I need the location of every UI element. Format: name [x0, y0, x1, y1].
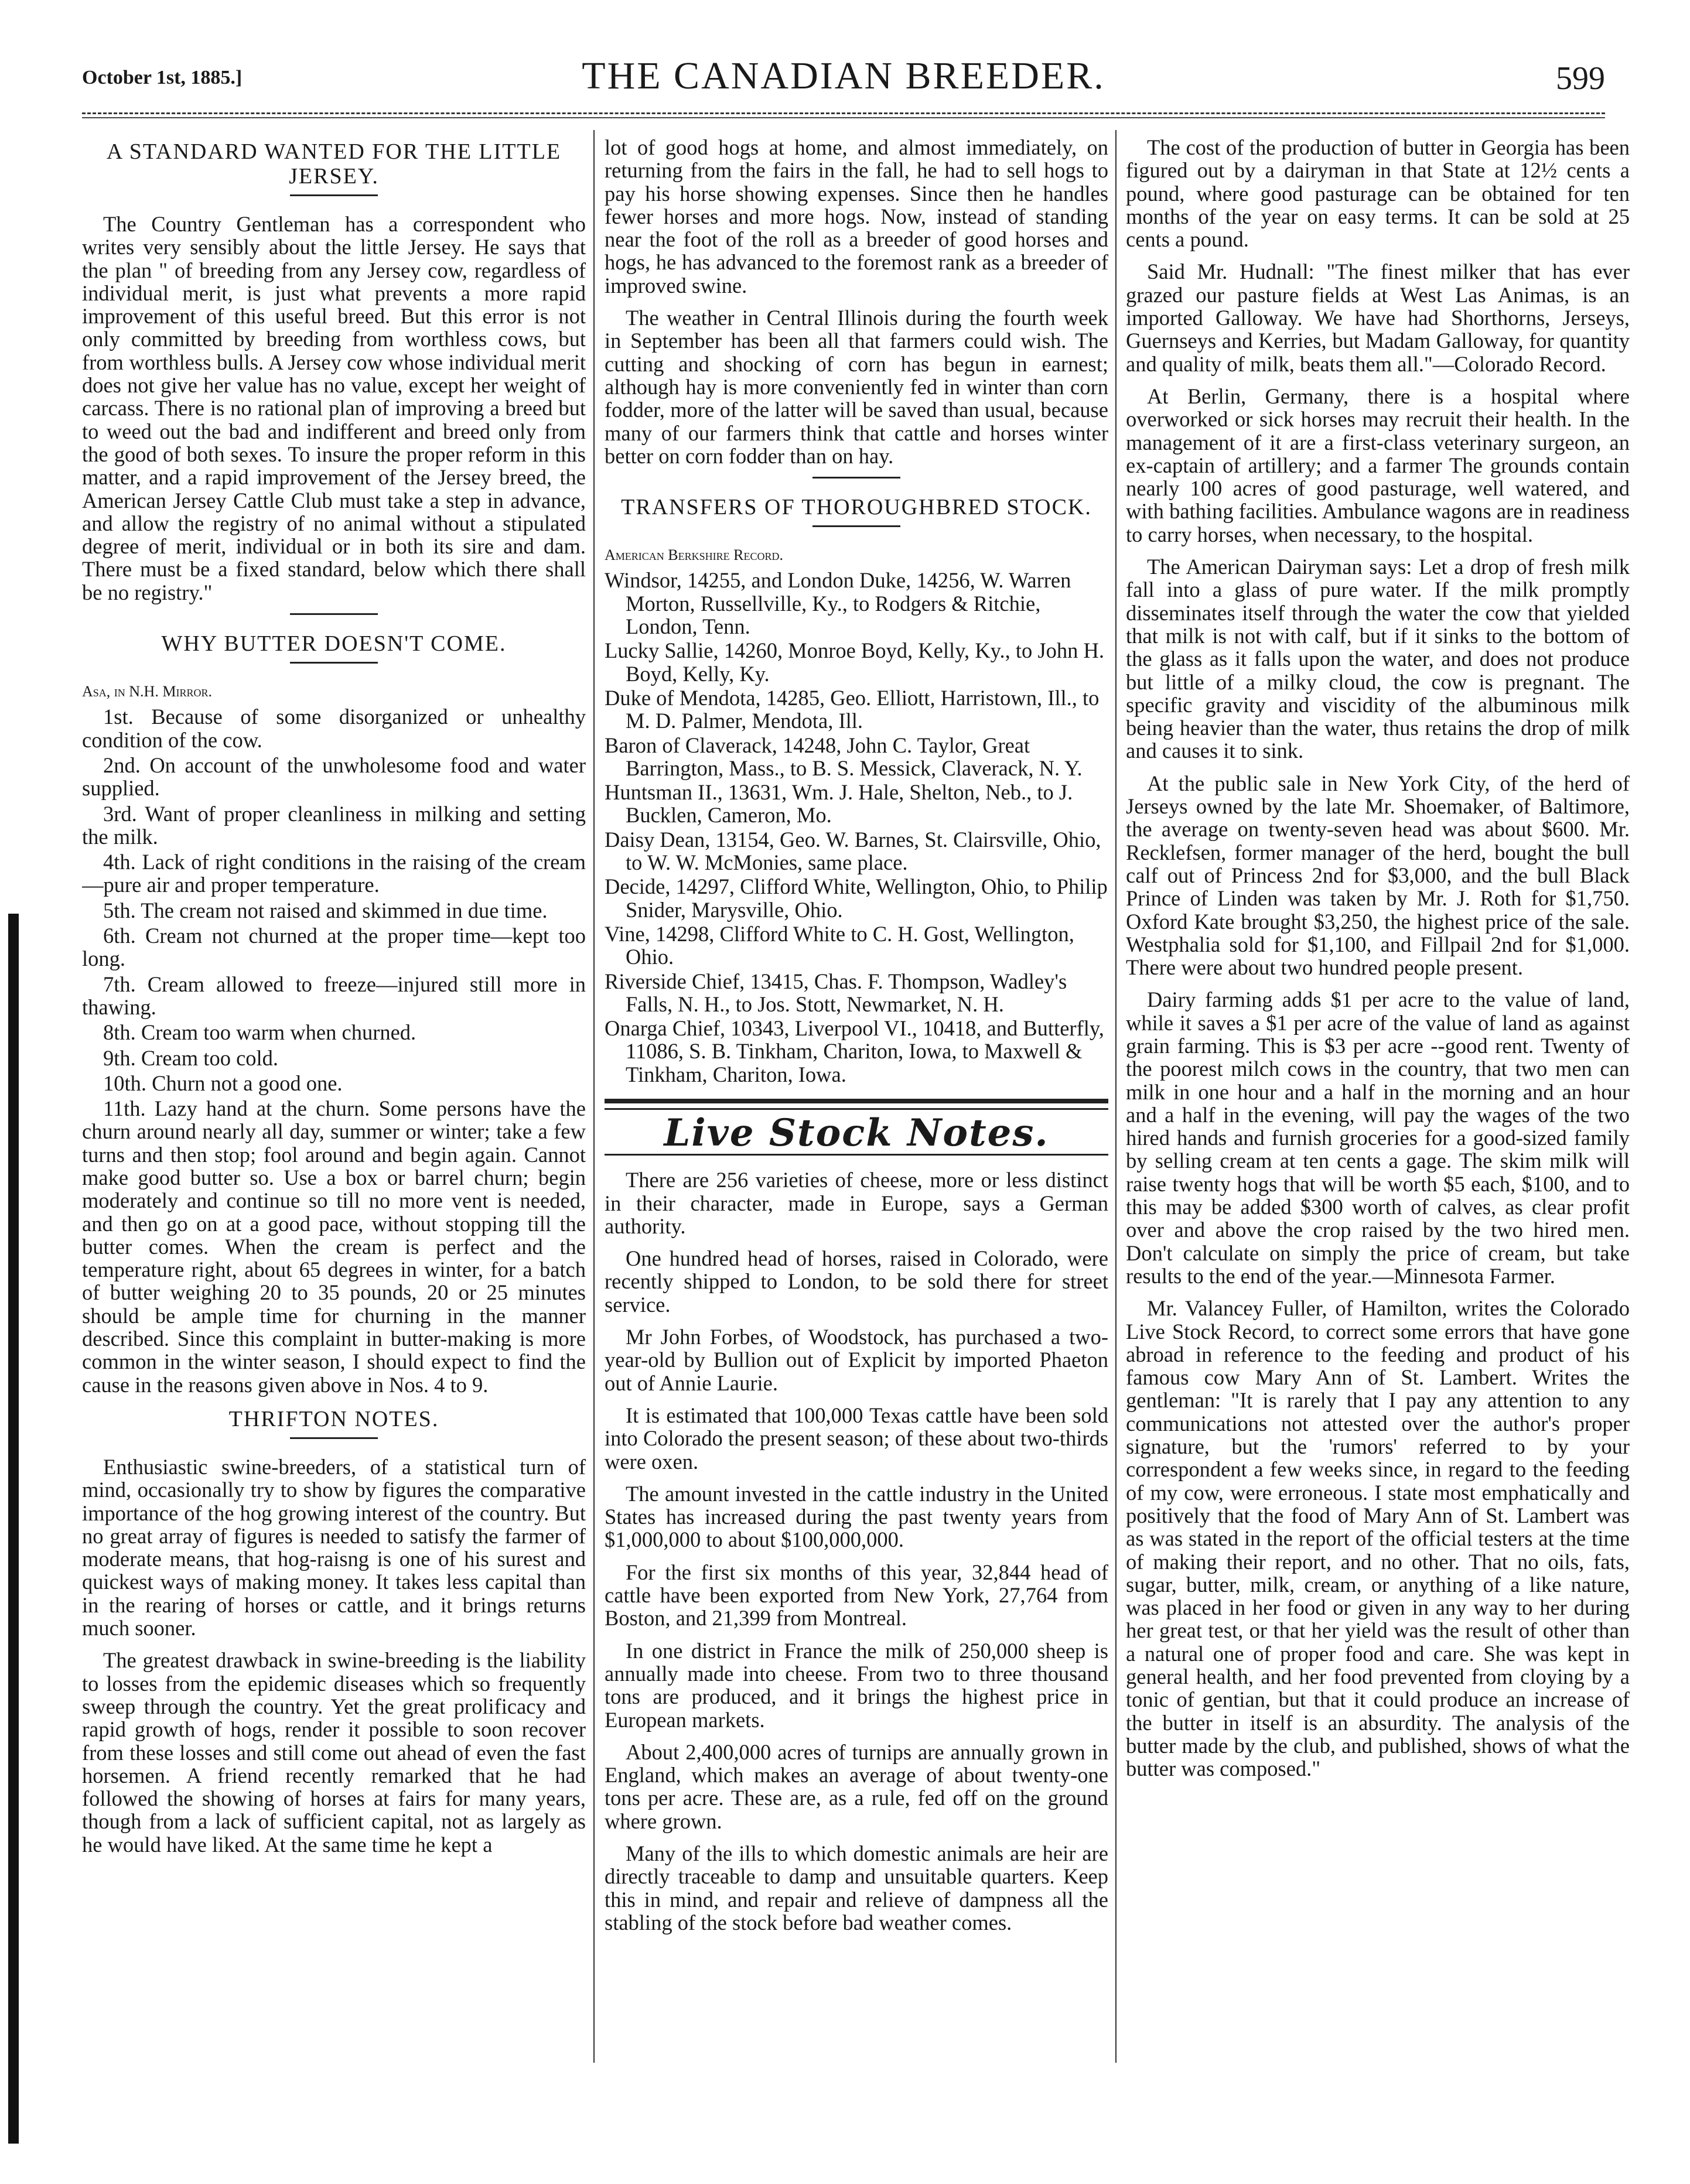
thrifton-continued: lot of good hogs at home, and almost immediately, on returning from the fairs in the fall, he had to sell hogs to pay his horse showing expenses. Since then he handles fewer horses and more hogs. Now, instead of standing near the foot of the roll as a breeder of good horses and hogs, he has advanced to the foremost rank as a breeder of improved swine. — [605, 136, 1108, 298]
section-divider — [290, 1437, 378, 1439]
section-divider — [290, 194, 378, 196]
butter-reason: 2nd. On account of the unwholesome food and water supplied. — [82, 753, 586, 801]
page-number: 599 — [1556, 60, 1605, 97]
stock-note: For the first six months of this year, 32,844 head of cattle have been exported from New York, 27,764 from Boston, and 21,399 from Montreal. — [605, 1560, 1108, 1631]
column-1 — [82, 136, 586, 2063]
stock-note: Many of the ills to which domestic animals are heir are directly traceable to damp and unsuitable quarters. Keep this in mind, and repair and relieve of dampness all the stabling of the stock before bad weather comes. — [605, 1841, 1108, 1935]
butter-heading: WHY BUTTER DOESN'T COME. — [161, 631, 507, 657]
col3-paragraph: Said Mr. Hudnall: "The finest milker that has ever grazed our pasture fields at West Las Animas, is an imported Galloway. We have had Shorthorns, Jerseys, Guernseys and Kerries, but Madam Galloway, for quantity and quality of milk, beats them all."—Colorado Record. — [1126, 259, 1630, 376]
transfer-entry: Windsor, 14255, and London Duke, 14256, W. Warren Morton, Russellville, Ky., to Rodgers & Ritchie, London, Tenn. — [605, 568, 1071, 639]
col3-paragraph: At the public sale in New York City, of the herd of Jerseys owned by the late Mr. Shoemaker, of Baltimore, the average on twenty-seven head was about $600. Mr. Recklefsen, former manager of the herd, bought the bull calf out of Princess 2nd for $3,000, and the bull Black Prince of Linden was taken by Mr. J. Roth for $1,750. Oxford Kate brought $3,250, the highest price of the sale. Westphalia sold for $1,100, and Fillpail 2nd for $1,000. There were about two hundred people present. — [1126, 771, 1630, 980]
butter-reason: 6th. Cream not churned at the proper time—kept too long. — [82, 924, 586, 971]
col3-paragraph: Mr. Valancey Fuller, of Hamilton, writes the Colorado Live Stock Record, to correct some errors that have gone abroad in reference to the feeding and product of his famous cow Mary Ann of St. Lambert. Writes the gentleman: "It is rarely that I pay any attention to any communications not attested over the author's proper signature, but the 'rumors' referred to by your correspondent a few weeks since, in regard to the feeding of my cow, were erroneous. I state most emphatically and positively that the food of Mary Ann of St. Lambert was as was stated in the report of the official testers at the time of making their report, and no other. That no oils, fats, sugar, butter, milk, cream, or anything of a like nature, was placed in her food or given in any way to her during her great test, or that her yield was the result of other than a natural one of proper food and care. She was kept in general health, and her food prevented from cloying by a tonic of gentian, but that it could produce an increase of the butter in itself is an absurdity. The analysis of the butter made by the club, and published, shows of what the butter was composed." — [1126, 1296, 1630, 1781]
column-divider-1 — [593, 130, 595, 2063]
butter-reason: 10th. Churn not a good one. — [103, 1071, 343, 1095]
butter-reason: 4th. Lack of right conditions in the raising of the cream—pure air and proper temperature. — [82, 850, 586, 897]
section-divider — [812, 477, 900, 479]
thrifton-paragraph: The greatest drawback in swine-breeding is the liability to losses from the epidemic diseases which so frequently sweep through the country. Yet the great prolificacy and rapid growth of hogs, render it possible to soon recover from these losses and still come out ahead of even the fast horsemen. A friend recently remarked that he had followed the showing of horses at fairs for many years, though from a lack of sufficient capital, not as largely as he would have liked. At the same time he kept a — [82, 1648, 586, 1857]
column-3 — [1126, 136, 1630, 2063]
column-divider-2 — [1115, 130, 1117, 2063]
issue-date: October 1st, 1885.] — [82, 67, 243, 88]
transfer-entry: Onarga Chief, 10343, Liverpool VI., 10418, and Butterfly, 11086, S. B. Tinkham, Chariton, Iowa, to Maxwell & Tinkham, Chariton, Iowa. — [605, 1016, 1104, 1086]
col3-paragraph: The American Dairyman says: Let a drop of fresh milk fall into a glass of pure water. If the milk promptly disseminates itself through the water the cow that yielded that milk is not with calf, but if it sinks to the bottom of the glass as it falls upon the water, and does not produce but little of a milky cloud, the cow is pregnant. The specific gravity and viscidity of the albuminous milk being heavier than the water, thus retains the drop of milk and causes it to sink. — [1126, 555, 1630, 763]
transfer-entry: Riverside Chief, 13415, Chas. F. Thompson, Wadley's Falls, N. H., to Jos. Stott, Newmarket, N. H. — [605, 969, 1067, 1016]
stock-note: The amount invested in the cattle industry in the United States has increased during the past twenty years from $1,000,000 to about $100,000,000. — [605, 1481, 1108, 1552]
standard-article-text: The Country Gentleman has a correspondent who writes very sensibly about the little Jersey. He says that the plan " of breeding from any Jersey cow, regardless of individual merit, is just what prevents a more rapid improvement of this useful breed. But this error is not only committed by breeding from worthless cows, but from worthless bulls. A Jersey cow whose individual merit does not give her value has no value, except her weight of carcass. There is no rational plan of improving a breed but to weed out the bad and indifferent and breed only from the good of both sexes. To insure the proper reform in this matter, and a rapid improvement of the Jersey breed, the American Jersey Cattle Club must take a step in advance, and allow the registry of no animal without a stipulated degree of merit, individual or in both its sire and dam. There must be a fixed standard, below which there shall be no registry." — [82, 212, 586, 604]
column-2 — [605, 136, 1108, 2063]
stock-note: About 2,400,000 acres of turnips are annually grown in England, which makes an average of about twenty-one tons per acre. These are, as a rule, fed off on the ground where grown. — [605, 1739, 1108, 1833]
transfer-entry: Vine, 14298, Clifford White to C. H. Gost, Wellington, Ohio. — [605, 921, 1074, 969]
transfers-source: American Berkshire Record. — [605, 546, 783, 564]
weather-paragraph: The weather in Central Illinois during the fourth week in September has been all that farmers could wish. The cutting and shocking of corn has begun in earnest; although hay is more conveniently fed in winter than corn fodder, more of the latter will be saved than usual, because many of our farmers think that cattle and horses winter better on corn fodder than on hay. — [605, 306, 1108, 468]
transfer-entry: Lucky Sallie, 14260, Monroe Boyd, Kelly, Ky., to John H. Boyd, Kelly, Ky. — [605, 638, 1104, 686]
transfers-list — [605, 569, 1108, 1086]
thrifton-paragraph: Enthusiastic swine-breeders, of a statistical turn of mind, occasionally try to show by figures the comparative importance of the hog growing interest of the country. But no great array of figures is needed to satisfy the farmer of moderate means, that hog-raisng is one of his surest and quickest ways of making money. It takes less capital than in the rearing of horses or cattle, and it brings returns much sooner. — [82, 1454, 586, 1640]
section-divider — [290, 662, 378, 664]
stock-note: Mr John Forbes, of Woodstock, has purchased a two-year-old by Bullion out of Explicit by imported Phaeton out of Annie Laurie. — [605, 1325, 1108, 1395]
transfer-entry: Baron of Claverack, 14248, John C. Taylor, Great Barrington, Mass., to B. S. Messick, Claverack, N. Y. — [605, 733, 1083, 780]
thin-rule — [605, 1108, 1108, 1110]
transfer-entry: Daisy Dean, 13154, Geo. W. Barnes, St. Clairsville, Ohio, to W. W. McMonies, same place. — [605, 827, 1101, 875]
col3-paragraph: The cost of the production of butter in Georgia has been figured out by a dairyman in that State at 12½ cents a pound, where good pasturage can be obtained for ten months of the year on easy terms. It can be sold at 25 cents a pound. — [1126, 136, 1630, 252]
stock-note: One hundred head of horses, raised in Colorado, were recently shipped to London, to be sold there for street service. — [605, 1246, 1108, 1317]
butter-reason: 8th. Cream too warm when churned. — [103, 1020, 416, 1045]
masthead — [70, 54, 1617, 107]
stock-note: In one district in France the milk of 250,000 sheep is annually made into cheese. From two to three thousand tons are produced, and it brings the highest price in European markets. — [605, 1638, 1108, 1732]
standard-heading: A STANDARD WANTED FOR THE LITTLE JERSEY. — [106, 139, 562, 189]
transfers-heading: TRANSFERS OF THOROUGHBRED STOCK. — [621, 495, 1092, 520]
butter-reason: 11th. Lazy hand at the churn. Some persons have the churn around nearly all day, summer or winter; take a few turns and then stop; fool around and begin again. Cannot make good butter so. Use a box or barrel churn; begin moderately and continue so till no more vent is needed, and then go on at a good pace, without stopping till the butter comes. When the cream is perfect and the temperature right, about 65 degrees in winter, for a batch of butter weighing 20 to 35 pounds, 20 or 25 minutes should be ample time for churning in the manner described. Since this complaint in butter-making is more common in the winter season, I should expect to find the cause in the reasons given above in Nos. 4 to 9. — [82, 1096, 586, 1397]
transfer-entry: Duke of Mendota, 14285, Geo. Elliott, Harristown, Ill., to M. D. Palmer, Mendota, Ill. — [605, 685, 1100, 733]
live-stock-notes-heading: Live Stock Notes. — [664, 1110, 1049, 1155]
butter-reasons-list — [82, 705, 586, 1396]
butter-reason: 3rd. Want of proper cleanliness in milking and setting the milk. — [82, 801, 586, 849]
newspaper-title: THE CANADIAN BREEDER. — [582, 54, 1105, 97]
stock-note: There are 256 varieties of cheese, more or less distinct in their character, made in Europe, says a German authority. — [605, 1168, 1108, 1238]
butter-reason: 1st. Because of some disorganized or unhealthy condition of the cow. — [82, 705, 586, 752]
heavy-rule — [605, 1099, 1108, 1103]
col3-paragraph: Dairy farming adds $1 per acre to the value of land, while it saves a $1 per acre of the value of land as against grain farming. This is $3 per acre --good rent. Twenty of the poorest milch cows in the country, that two men can milk in one hour and a half in the morning and an hour and a half in the evening, will pay the wages of the two hired hands and furnish groceries for a good-sized family by selling cream at ten cents a gage. The skim milk will raise twenty hogs that will be worth $5 each, $100, and to this may be added $300 worth of calves, as clear profit over and above the crop raised by the two hired men. Don't calculate on simply the price of cream, but take results to the end of the year.—Minnesota Farmer. — [1126, 987, 1630, 1288]
stock-note: It is estimated that 100,000 Texas cattle have been sold into Colorado the present season; of these about two-thirds were oxen. — [605, 1403, 1108, 1474]
butter-reason: 9th. Cream too cold. — [103, 1045, 279, 1070]
butter-source: Asa, in N.H. Mirror. — [82, 683, 212, 700]
transfer-entry: Huntsman II., 13631, Wm. J. Hale, Shelton, Neb., to J. Bucklen, Cameron, Mo. — [605, 780, 1073, 828]
section-divider — [290, 613, 378, 615]
section-divider — [812, 525, 900, 527]
thrifton-heading: THRIFTON NOTES. — [228, 1406, 439, 1431]
masthead-rule — [82, 117, 1605, 118]
masthead-dashed-rule — [82, 112, 1605, 114]
butter-reason: 7th. Cream allowed to freeze—injured still more in thawing. — [82, 972, 586, 1019]
butter-reason: 5th. The cream not raised and skimmed in due time. — [103, 898, 548, 922]
transfer-entry: Decide, 14297, Clifford White, Wellington, Ohio, to Philip Snider, Marysville, Ohio. — [605, 874, 1108, 922]
binding-shadow — [8, 914, 19, 2144]
col3-paragraph: At Berlin, Germany, there is a hospital where overworked or sick horses may recruit their health. In the management of it are a first-class veterinary surgeon, an ex-captain of artillery; and a farmer The grounds contain nearly 100 acres of good pasturage, well watered, and with bathing facilities. Ambulance wagons are in readiness to carry horses, when necessary, to the hospital. — [1126, 384, 1630, 546]
